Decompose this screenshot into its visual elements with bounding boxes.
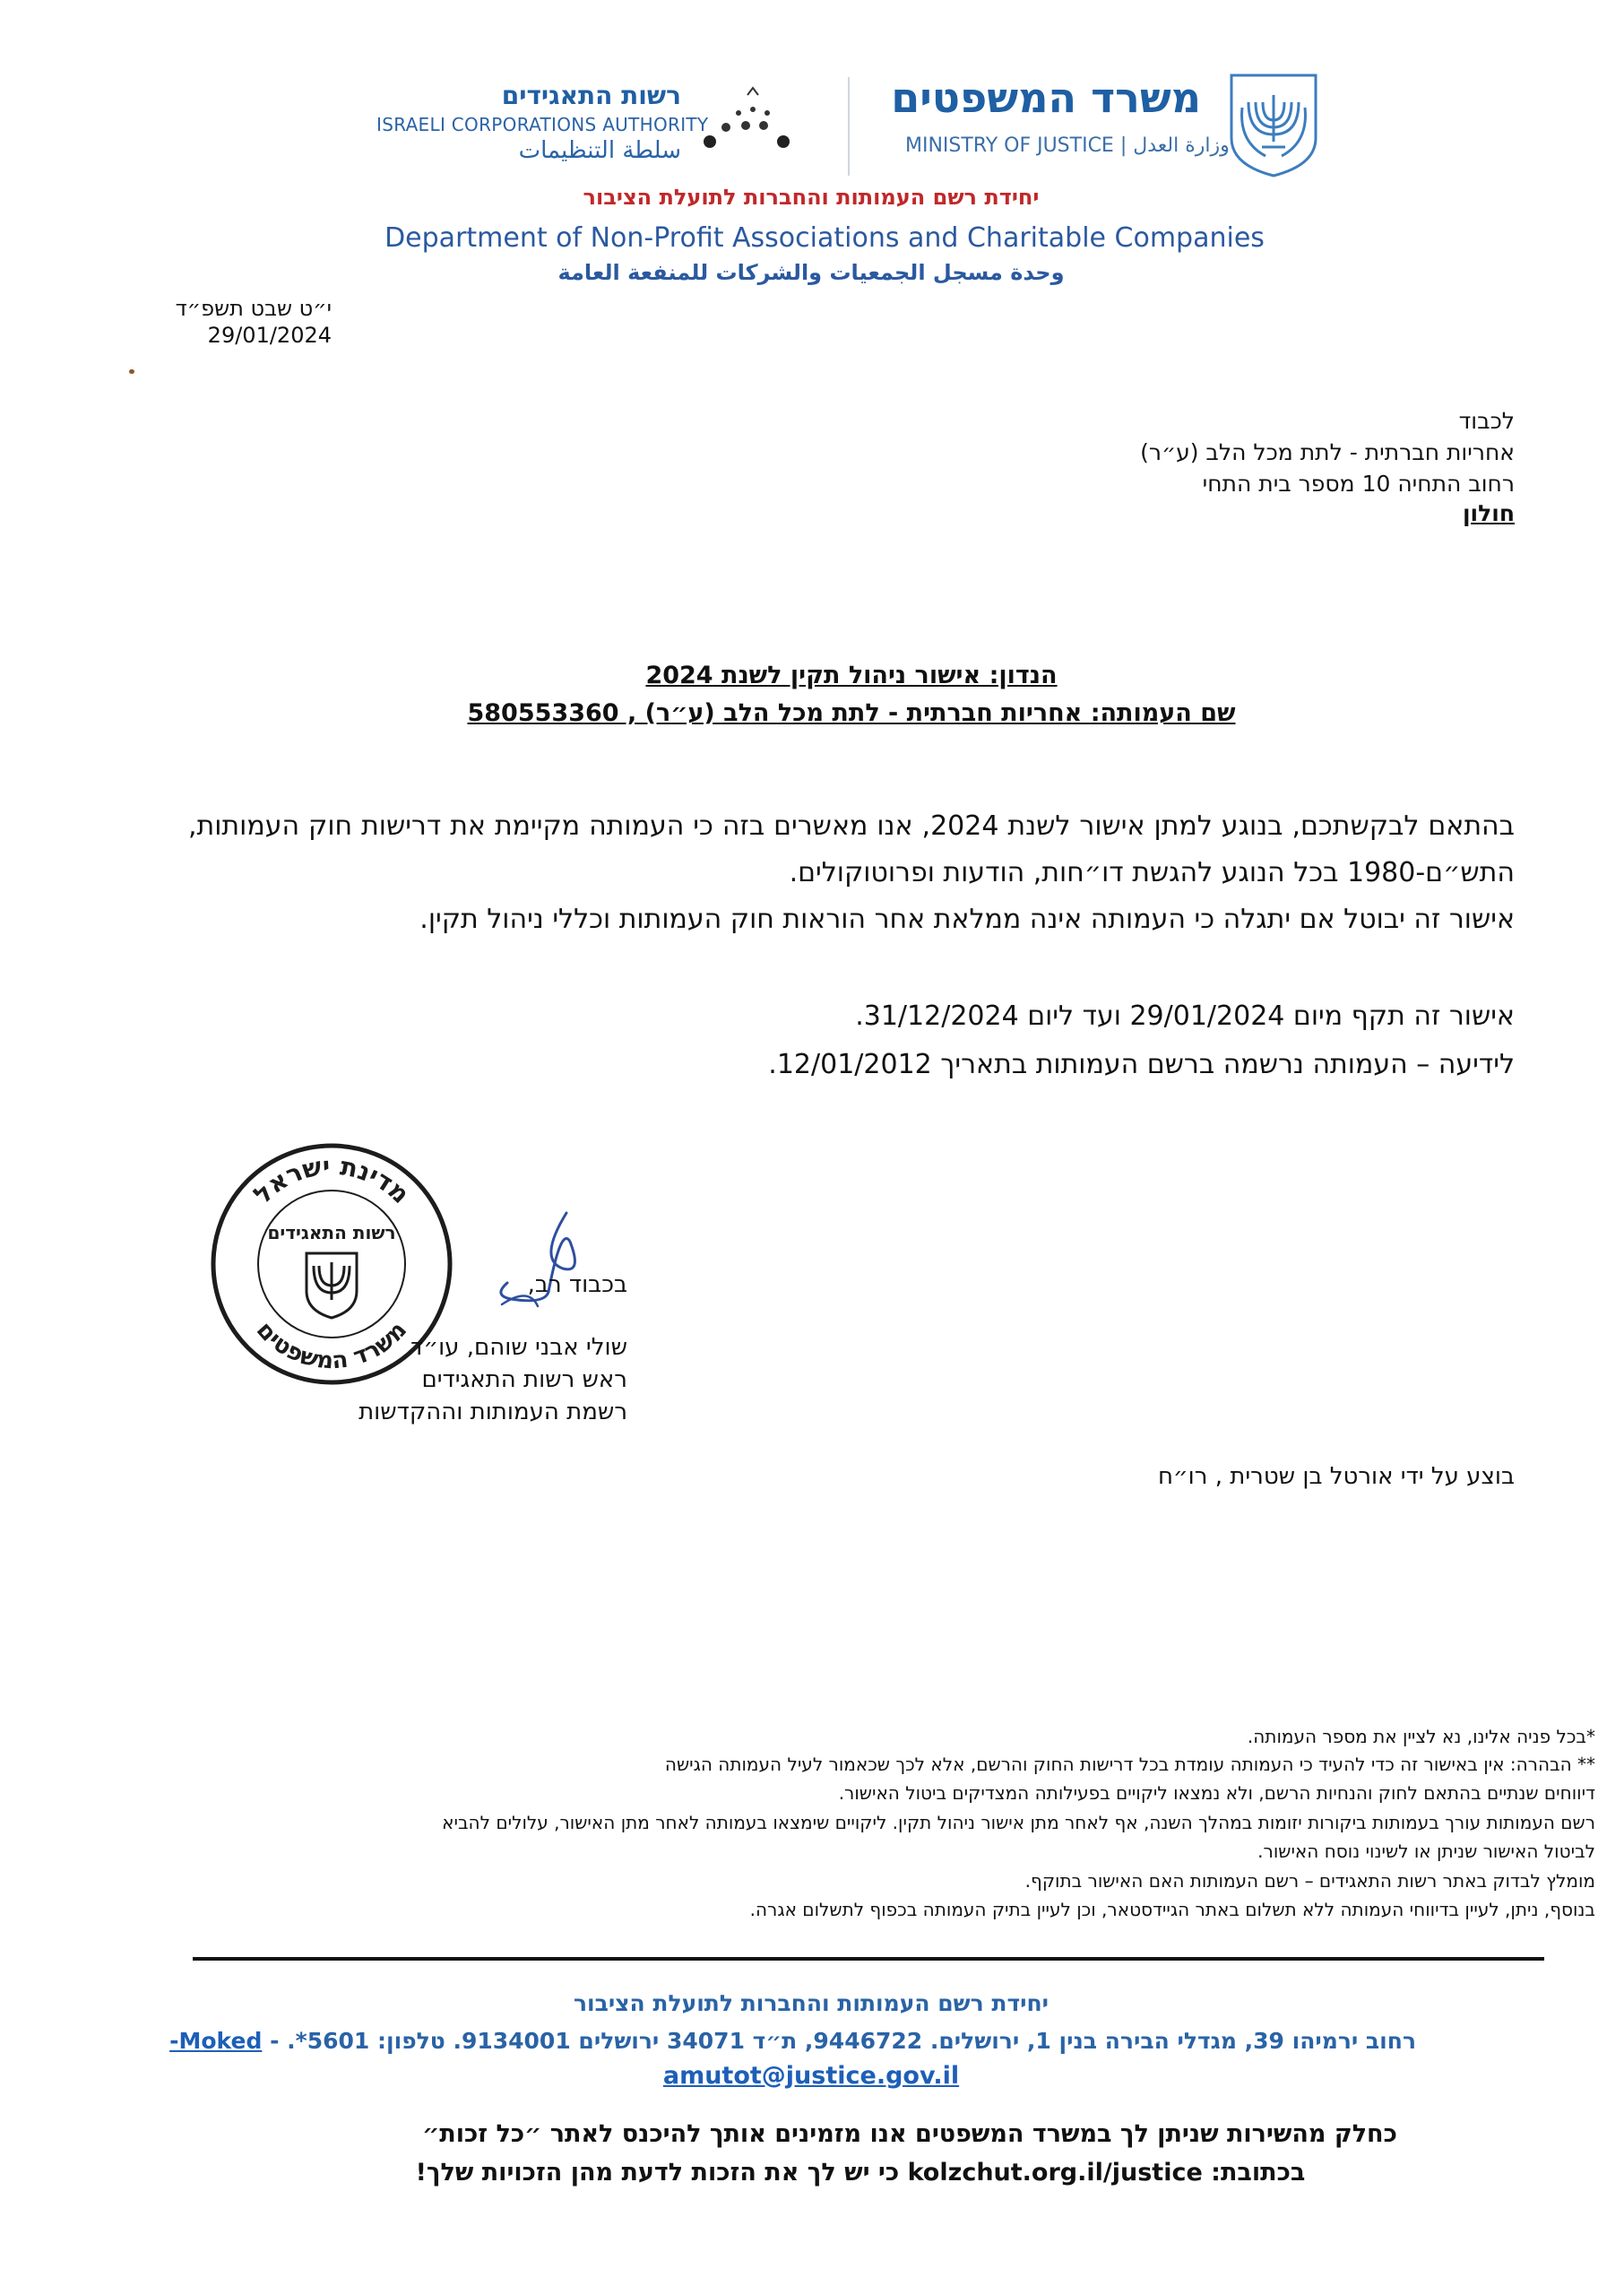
footnote-line: בנוסף, ניתן, לעיין בדיווחי העמותה ללא תשלום באתר הגיידסטאר, וכן לעיין בתיק העמותה בכפוף לתשלום אגרה. (749, 1899, 1595, 1920)
signer-title-secondary: רשמת העמותות וההקדשות (358, 1399, 627, 1425)
footnote-line: דיווחים שנתיים בהתאם לחוק והנחיות הרשם, ולא נמצאו ליקויים בפעילותה המצדיקים ביטול האישור. (838, 1782, 1595, 1804)
association-name-line: שם העמותה: אחריות חברתית - לתת מכל הלב (ע״ר) , 580553360 (467, 699, 1236, 727)
body-paragraph-cancellation: אישור זה יבוטל אם יתגלה כי העמותה אינה ממלאת אחר הוראות חוק העמותות וכללי ניהול תקין. (419, 904, 1515, 935)
header-divider (848, 77, 850, 176)
validity-line: אישור זה תקף מיום 29/01/2024 ועד ליום 31/12/2024. (855, 1000, 1515, 1032)
recipient-salutation: לכבוד (1458, 408, 1515, 434)
signer-name: שולי אבני שוהם, עו״ד (410, 1334, 627, 1361)
kolzchut-promo-line: כחלק מהשירות שניתן לך במשרד המשפטים אנו מזמינים אותך להיכנס לאתר ״כל זכות״ (422, 2120, 1397, 2148)
registration-line: לידיעה – העמותה נרשמה ברשם העמותות בתאריך 12/01/2012. (768, 1049, 1515, 1080)
footer-address-text: רחוב ירמיהו 39, מגדלי הבירה בנין 1, ירושלים. 9446722, ת״ד 34071 ירושלים 9134001. טלפון: 5601*. - (270, 2028, 1416, 2054)
date-gregorian: 29/01/2024 (207, 323, 332, 348)
subject-line: הנדון: אישור ניהול תקין לשנת 2024 (645, 662, 1058, 689)
department-title-en: Department of Non-Profit Associations and Charitable Companies (384, 222, 1265, 254)
footer-unit: יחידת רשם העמותות והחברות לתועלת הציבור (573, 1990, 1050, 2016)
scan-speck (129, 369, 134, 374)
signature-closing: בכבוד רב, (527, 1271, 627, 1298)
menorah-emblem-icon (1226, 72, 1321, 178)
authority-title-ar: سلطة التنظيمات (518, 137, 681, 164)
authority-title-he: רשות התאגידים (501, 81, 681, 110)
performed-by: בוצע על ידי אורטל בן שטרית , רו״ח (1157, 1463, 1515, 1490)
kolzchut-address-line: בכתובת: kolzchut.org.il/justice כי יש לך את הזכות לדעת מהן הזכויות שלך! (415, 2159, 1306, 2187)
recipient-street: רחוב התחיה 10 מספר בית התחי (1202, 471, 1515, 497)
footer-divider (193, 1957, 1544, 1961)
footnote-line: לביטול האישור שניתן או לשינוי נוסח האישור. (1257, 1840, 1595, 1862)
department-title-ar: وحدة مسجل الجمعيات والشركات للمنفعة العامة (557, 260, 1065, 285)
moked-link[interactable]: Moked- (169, 2028, 263, 2054)
recipient-city: חולון (1462, 500, 1515, 526)
recipient-name: אחריות חברתית - לתת מכל הלב (ע״ר) (1140, 439, 1515, 465)
corporations-authority-logo-icon (699, 86, 807, 158)
footnote-line: *בכל פניה אלינו, נא לציין את מספר העמותה. (1247, 1726, 1595, 1747)
email-link[interactable]: amutot@justice.gov.il (662, 2062, 960, 2090)
body-paragraph-approval: בהתאם לבקשתכם, בנוגע למתן אישור לשנת 2024, אנו מאשרים בזה כי העמותה מקיימת את דרישות חוק העמותות, התש״ם-1980 בכל הנוגע להגשת דו״חות, הודעות ופרוטוקולים. (188, 810, 1515, 888)
stamp-top-text: מדינת ישראל (247, 1150, 416, 1210)
footnote-line: מומלץ לבדוק באתר רשות התאגידים – רשם העמותות האם האישור בתוקף. (1024, 1870, 1595, 1892)
footnote-line: ** הבהרה: אין באישור זה כדי להעיד כי העמותה עומדת בכל דרישות החוק והרשם, אלא לכך שכאמור לעיל העמותה הגישה (664, 1754, 1595, 1775)
ministry-subtitle: MINISTRY OF JUSTICE | وزارة العدل (905, 134, 1230, 157)
department-title-he: יחידת רשם העמותות והחברות לתועלת הציבור (583, 185, 1040, 210)
signer-title: ראש רשות התאגידים (421, 1366, 627, 1393)
footer-address (169, 2028, 1416, 2054)
authority-title-en: ISRAELI CORPORATIONS AUTHORITY (376, 114, 709, 135)
date-hebrew: י״ט שבט תשפ״ד (175, 296, 332, 321)
stamp-inner-text: רשות התאגידים (267, 1222, 396, 1243)
footnote-line: רשם העמותות עורך בעמותות ביקורות יזומות במהלך השנה, אף לאחר מתן אישור ניהול תקין. ליקויים שימצאו בעמותה לאחר מתן האישור, עלולים להביא (442, 1812, 1595, 1833)
ministry-title: משרד המשפטים (891, 74, 1201, 122)
stamp-bottom-text: משרד המשפטים (250, 1316, 413, 1375)
